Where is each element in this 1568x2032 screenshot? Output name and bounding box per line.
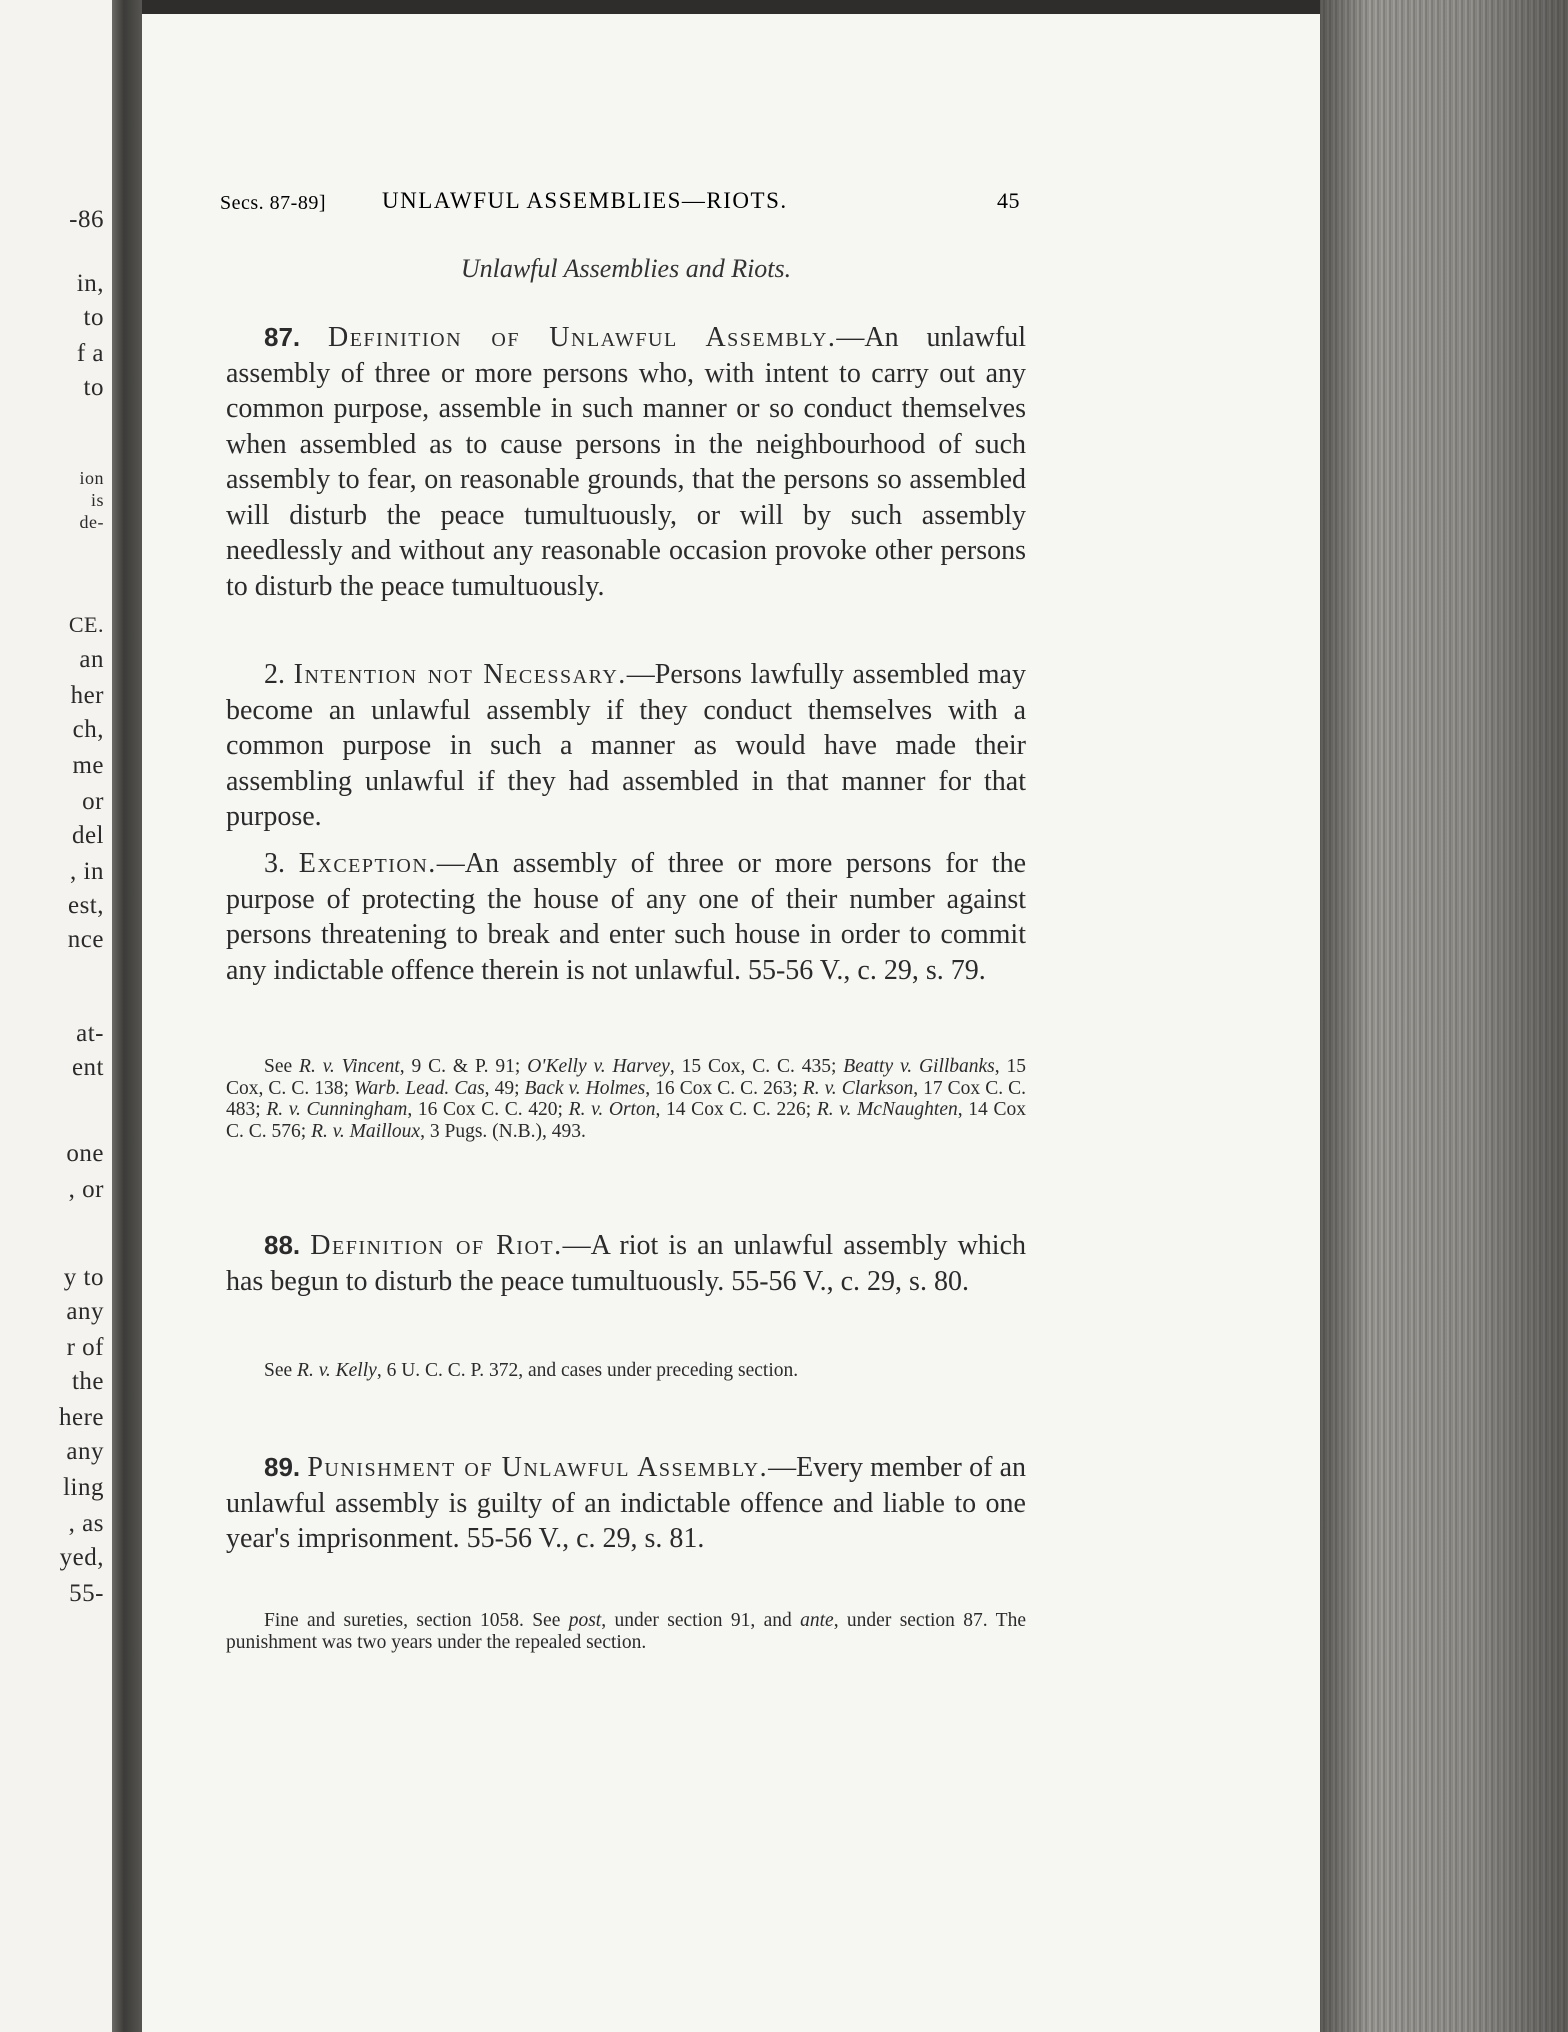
- left-fragment: in,: [76, 270, 104, 297]
- section-number: 87.: [264, 322, 301, 352]
- page-edges: [1320, 0, 1568, 2032]
- left-fragment: the: [71, 1368, 104, 1395]
- subsection-heading: Exception.: [298, 848, 437, 879]
- left-fragment: to: [83, 374, 104, 401]
- section-88-note: See R. v. Kelly, 6 U. C. C. P. 372, and cases under preceding section.: [264, 1360, 799, 1381]
- subsection-text: —Persons lawfully assembled may become an unlawful assembly if they conduct themselves with a common purpose in such a manner as would have made their assembling unlawful if they had assembled in that manner for that purpose.: [226, 659, 1026, 832]
- section-heading: Definition of Riot.: [310, 1230, 563, 1261]
- left-fragment: one: [66, 1140, 104, 1167]
- running-title: UNLAWFUL ASSEMBLIES—RIOTS.: [382, 188, 788, 213]
- left-fragment: any: [66, 1438, 104, 1465]
- left-fragment: her: [70, 682, 104, 709]
- section-88: [226, 1228, 1026, 1299]
- left-fragment: -86: [69, 206, 104, 233]
- section-heading: Punishment of Unlawful Assembly.: [307, 1452, 769, 1483]
- left-fragment: , in: [70, 858, 104, 885]
- section-heading: Definition of Unlawful Assembly.: [327, 322, 837, 353]
- left-fragment: at-: [76, 1020, 104, 1047]
- left-fragment: f a: [76, 340, 104, 367]
- section-89-note: Fine and sureties, section 1058. See post, under section 91, and ante, under section 87. The punishment was two years under the repealed section.: [226, 1610, 1026, 1653]
- subsection-text: —An assembly of three or more persons for the purpose of protecting the house of any one of their number against persons threatening to break and enter such house in order to commit any indictable offence therein is not unlawful. 55-56 V., c. 29, s. 79.: [226, 848, 1026, 986]
- section-number: 88.: [264, 1230, 301, 1260]
- subsection-heading: Intention not Necessary.: [293, 659, 627, 690]
- left-fragment: r of: [66, 1334, 104, 1361]
- left-fragment: ling: [63, 1474, 104, 1501]
- left-fragment: , or: [68, 1176, 104, 1203]
- section-text: —A riot is an unlawful assembly which has begun to disturb the peace tumultuously. 55-56 V., c. 29, s. 80.: [226, 1230, 1027, 1297]
- book-gutter: [112, 0, 142, 2032]
- left-fragment: ch,: [72, 716, 104, 743]
- left-fragment: to: [83, 304, 104, 331]
- left-fragment: an: [79, 646, 104, 673]
- previous-page-fragment: [0, 0, 112, 2032]
- left-fragment: yed,: [59, 1544, 104, 1571]
- book-page: [142, 14, 1320, 2032]
- left-fragment: here: [58, 1404, 104, 1431]
- section-range: Secs. 87-89]: [220, 192, 326, 214]
- left-fragment: or: [82, 788, 104, 815]
- section-87: [226, 320, 1026, 604]
- left-fragment: me: [72, 752, 104, 779]
- left-fragment: de-: [79, 512, 104, 532]
- section-87-subsection-3: [226, 846, 1026, 988]
- left-fragment: ion: [79, 468, 104, 488]
- page-number: 45: [997, 188, 1020, 213]
- section-87-note: See R. v. Vincent, 9 C. & P. 91; O'Kelly v. Harvey, 15 Cox, C. C. 435; Beatty v. Gillbanks, 15 Cox, C. C. 138; Warb. Lead. Cas, 49; Back v. Holmes, 16 Cox C. C. 263; R. v. Clarkson, 17 Cox C. C. 483; R. v. Cunningham, 16 Cox C. C. 420; R. v. Orton, 14 Cox C. C. 226; R. v. McNaughten, 14 Cox C. C. 576; R. v. Mailloux, 3 Pugs. (N.B.), 493.: [226, 1056, 1027, 1142]
- section-text: —Every member of an unlawful assembly is guilty of an indictable offence and liable to one year's imprisonment. 55-56 V., c. 29, s. 81.: [226, 1452, 1026, 1554]
- section-number: 89.: [264, 1452, 301, 1482]
- left-fragment: del: [71, 822, 104, 849]
- left-fragment: any: [66, 1298, 104, 1325]
- left-fragment: , as: [68, 1510, 104, 1537]
- left-fragment: y to: [63, 1264, 104, 1291]
- section-87-subsection-2: [226, 657, 1026, 835]
- part-subheading: Unlawful Assemblies and Riots.: [460, 254, 792, 283]
- section-89: [226, 1450, 1026, 1557]
- left-fragment: ent: [71, 1054, 104, 1081]
- left-fragment: nce: [67, 926, 104, 953]
- left-fragment: is: [90, 490, 104, 510]
- section-text: —An unlawful assembly of three or more persons who, with intent to carry out any common purpose, assemble in such manner or so conduct themselves when assembled as to cause persons in the neighbourhood of such assembly to fear, on reasonable grounds, that the persons so assembled will disturb the peace tumultuously, or will by such assembly needlessly and without any reasonable occasion provoke other persons to disturb the peace tumultuously.: [226, 322, 1026, 602]
- left-fragment: 55-: [69, 1580, 104, 1607]
- left-fragment: CE.: [68, 612, 104, 637]
- left-fragment: est,: [67, 892, 104, 919]
- running-head: [220, 188, 1020, 222]
- subsection-number: 3.: [264, 848, 285, 879]
- subsection-number: 2.: [264, 659, 285, 690]
